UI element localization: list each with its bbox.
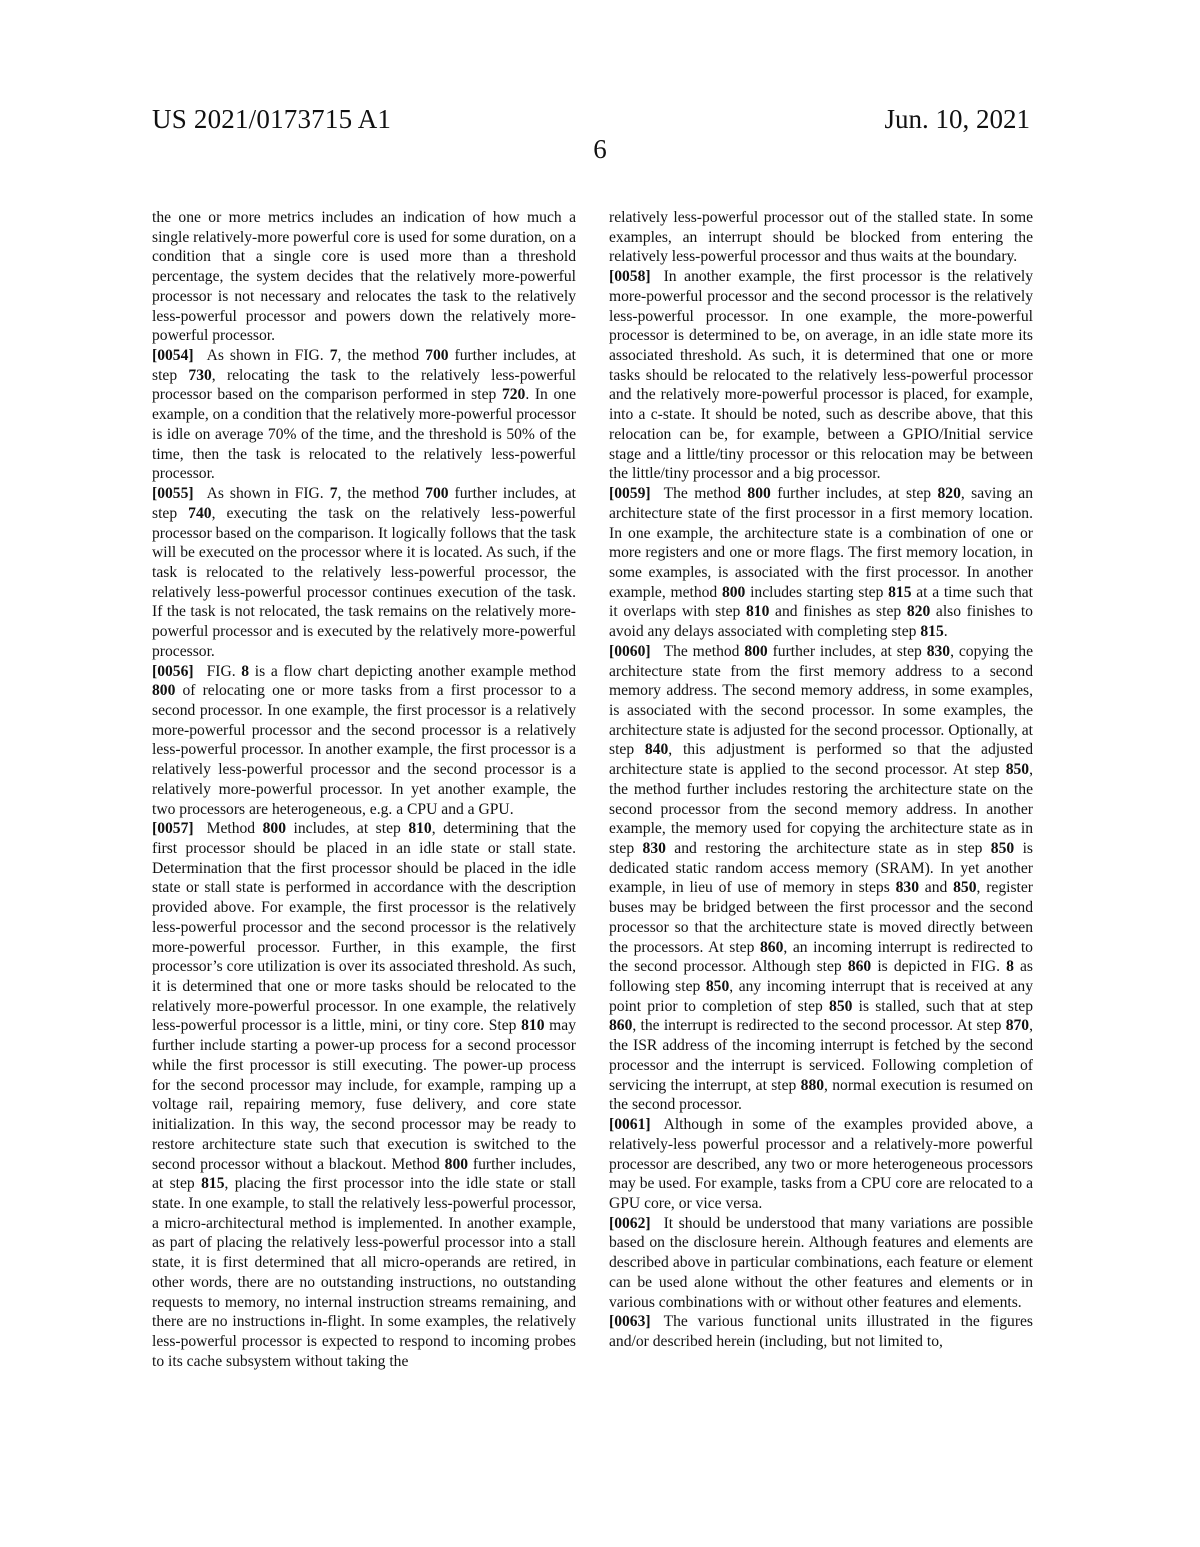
page-number: 6 — [593, 134, 607, 164]
paragraph-continued: relatively less-powerful processor out of the stalled state. In some examples, an interrupt should be blocked from entering the relatively less-powerful processor and thus waits at the boundary. — [609, 209, 1033, 266]
publication-date: Jun. 10, 2021 — [884, 104, 1030, 134]
paragraph-number: [0055] — [152, 485, 194, 503]
paragraph-number: [0061] — [609, 1116, 651, 1134]
paragraph-number: [0062] — [609, 1214, 651, 1232]
paragraph-0062: [0062] It should be understood that many variations are possible based on the disclosure herein. Although features and elements are described above in particular combinations, each feature or element can be used alone without the other features and elements or in various combinations with or without other features and elements. — [609, 1214, 1033, 1311]
paragraph-number: [0054] — [152, 347, 194, 365]
paragraph-number: [0057] — [152, 820, 194, 838]
paragraph-0056: [0056] FIG. 8 is a flow chart depicting another example method 800 of relocating one or more tasks from a first processor to a second processor. In one example, the first processor is a relatively more-powerful processor and the second processor is a relatively less-powerful processor. In another example, the first processor is a relatively less-powerful processor and the second processor is a relatively more-powerful processor. In yet another example, the two processors are heterogeneous, e.g. a CPU and a GPU. — [152, 662, 576, 818]
paragraph-number: [0060] — [609, 642, 651, 660]
right-column — [609, 208, 1033, 1352]
paragraph-number: [0056] — [152, 662, 194, 680]
left-column — [152, 208, 576, 1371]
paragraph-0061: [0061] Although in some of the examples provided above, a relatively-less powerful processor and a relatively-more powerful processor are described, any two or more heterogeneous processors may be used. For example, tasks from a CPU core are relocated to a GPU core, or vice versa. — [609, 1116, 1033, 1212]
paragraph-0057: [0057] Method 800 includes, at step 810, determining that the first processor should be placed in an idle state or stall state. Determination that the first processor should be placed in the idle state or stall state is performed in accordance with the description provided above. For example, the first processor is the relatively less-powerful processor and the second processor is the relatively more-powerful processor. Further, in this example, the first processor’s core utilization is over its associated threshold. As such, it is determined that one or more tasks should be relocated to the relatively more-powerful processor. In one example, the relatively less-powerful processor is a little, mini, or tiny core. Step 810 may further include starting a power-up process for a second processor while the first processor is still executing. The power-up process for the second processor may include, for example, ramping up a voltage rail, repairing memory, fuse delivery, and core state initialization. In this way, the second processor may be ready to restore architecture state such that execution is switched to the second processor without a blackout. Method 800 further includes, at step 815, placing the first processor into the idle state or stall state. In one example, to stall the relatively less-powerful processor, a micro-architectural method is implemented. In another example, as part of placing the relatively less-powerful processor into a stall state, it is first determined that all micro-operands are retired, in other words, there are no outstanding instructions, no outstanding requests to memory, no internal instruction streams remaining, and there are no instructions in-flight. In some examples, the relatively less-powerful processor is expected to respond to incoming probes to its cache subsystem without taking the — [152, 820, 577, 1370]
paragraph-0060: [0060] The method 800 further includes, at step 830, copying the architecture state from the first memory address to a second memory address. The second memory address, in some examples, is associated with the second processor. In some examples, the architecture state is adjusted for the second processor. Optionally, at step 840, this adjustment is performed so that the adjusted architecture state is applied to the second processor. At step 850, the method further includes restoring the architecture state on the second processor from the second memory address. In another example, the memory used for copying the architecture state as in step 830 and restoring the architecture state as in step 850 is dedicated static random access memory (SRAM). In yet another example, in lieu of use of memory in steps 830 and 850, register buses may be bridged between the first processor and the second processor so that the architecture state is moved directly between the processors. At step 860, an incoming interrupt is redirected to the second processor. Although step 860 is depicted in FIG. 8 as following step 850, any incoming interrupt that is received at any point prior to completion of step 850 is stalled, such that at step 860, the interrupt is redirected to the second processor. At step 870, the ISR address of the incoming interrupt is fetched by the second processor and the interrupt is serviced. Following completion of servicing the interrupt, at step 880, normal execution is resumed on the second processor. — [609, 642, 1034, 1114]
paragraph-number: [0059] — [609, 485, 651, 503]
paragraph-number: [0063] — [609, 1313, 651, 1331]
paragraph-0058: [0058] In another example, the first processor is the relatively more-powerful processor and the second processor is the relatively less-powerful processor. In one example, the more-powerful processor is determined to be, on average, in an idle state more its associated threshold. As such, it is determined that one or more tasks should be relocated to the relatively less-powerful processor and the relatively more-powerful processor is placed, for example, into a c-state. It should be noted, such as describe above, that this relocation can be, for example, between a GPIO/Initial service stage and a little/tiny processor or this relocation may be between the little/tiny processor and a big processor. — [609, 268, 1033, 483]
paragraph-0063: [0063] The various functional units illustrated in the figures and/or described herein (including, but not limited to, — [609, 1313, 1033, 1350]
paragraph-0059: [0059] The method 800 further includes, at step 820, saving an architecture state of the first processor in a first memory location. In one example, the architecture state is a combination of one or more registers and one or more flags. The first memory location, in some examples, is associated with the first processor. In another example, method 800 includes starting step 815 at a time such that it overlaps with step 810 and finishes as step 820 also finishes to avoid any delays associated with completing step 815. — [609, 485, 1033, 641]
paragraph-0055: [0055] As shown in FIG. 7, the method 700 further includes, at step 740, executing the task on the relatively less-powerful processor based on the comparison. It logically follows that the task will be executed on the processor where it is located. As such, if the task is relocated to the relatively less-powerful processor, the relatively less-powerful processor continues execution of the task. If the task is not relocated, the task remains on the relatively more-powerful processor and is executed by the relatively more-powerful processor. — [152, 485, 576, 660]
publication-number: US 2021/0173715 A1 — [152, 104, 392, 134]
paragraph-number: [0058] — [609, 268, 651, 286]
paragraph-continued: the one or more metrics includes an indication of how much a single relatively-more powerful core is used for some duration, on a condition that a single core is used more than a threshold percentage, the system decides that the relatively more-powerful processor is not necessary and relocates the task to the relatively less-powerful processor and powers down the relatively more-powerful processor. — [152, 209, 576, 345]
paragraph-0054: [0054] As shown in FIG. 7, the method 700 further includes, at step 730, relocating the task to the relatively less-powerful processor based on the comparison performed in step 720. In one example, on a condition that the relatively more-powerful processor is idle on average 70% of the time, and the threshold is 50% of the time, then the task is relocated to the relatively less-powerful processor. — [152, 347, 577, 483]
